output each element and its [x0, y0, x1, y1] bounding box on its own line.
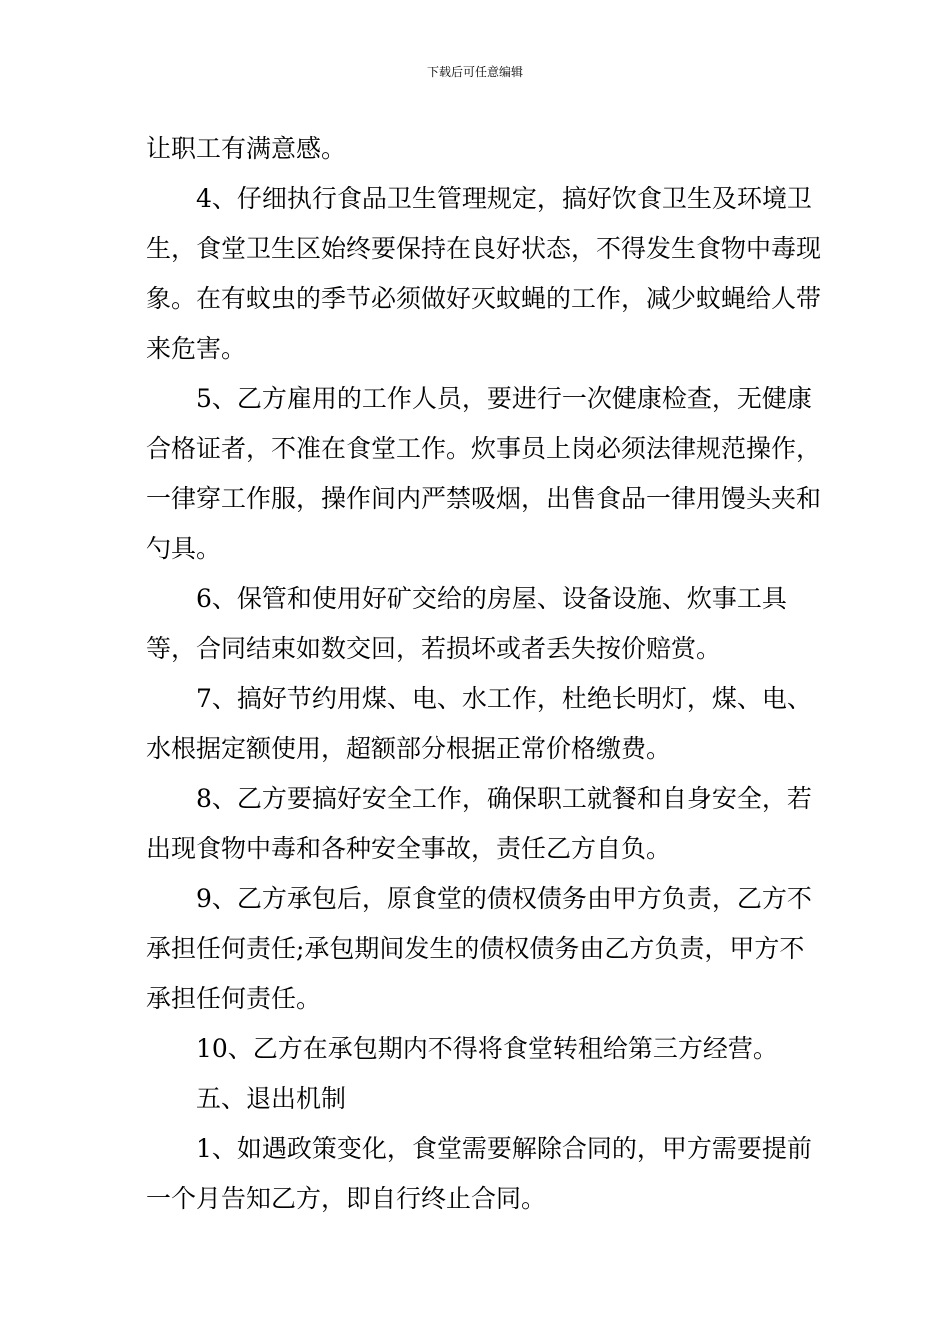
paragraph-item-8: 8、乙方要搞好安全工作，确保职工就餐和自身安全，若出现食物中毒和各种安全事故，责任乙方自负。 [146, 784, 812, 863]
paragraph-item-5: 5、乙方雇用的工作人员，要进行一次健康检查，无健康合格证者，不准在食堂工作。炊事员上岗必须法律规范操作，一律穿工作服，操作间内严禁吸烟，出售食品一律用馒头夹和勺具。 [146, 384, 822, 563]
paragraph-exit-item-1: 1、如遇政策变化，食堂需要解除合同的，甲方需要提前一个月告知乙方，即自行终止合同。 [146, 1134, 812, 1213]
section-heading-exit-mechanism: 五、退出机制 [196, 1084, 347, 1113]
paragraph-item-10: 10、乙方在承包期内不得将食堂转租给第三方经营。 [196, 1034, 778, 1063]
paragraph-item-4: 4、仔细执行食品卫生管理规定，搞好饮食卫生及环境卫生，食堂卫生区始终要保持在良好状态，不得发生食物中毒现象。在有蚊虫的季节必须做好灭蚊蝇的工作，减少蚊蝇给人带来危害。 [146, 184, 822, 363]
paragraph-continuation: 让职工有满意感。 [146, 134, 347, 163]
paragraph-item-9: 9、乙方承包后，原食堂的债权债务由甲方负责，乙方不承担任何责任;承包期间发生的债权债务由乙方负责，甲方不承担任何责任。 [146, 884, 812, 1013]
page-header: 下载后可任意编辑 [426, 65, 523, 79]
paragraph-item-7: 7、搞好节约用煤、电、水工作，杜绝长明灯，煤、电、水根据定额使用，超额部分根据正常价格缴费。 [146, 684, 812, 763]
document-body [146, 124, 826, 1224]
paragraph-item-6: 6、保管和使用好矿交给的房屋、设备设施、炊事工具等，合同结束如数交回，若损坏或者丢失按价赔赏。 [146, 584, 787, 663]
